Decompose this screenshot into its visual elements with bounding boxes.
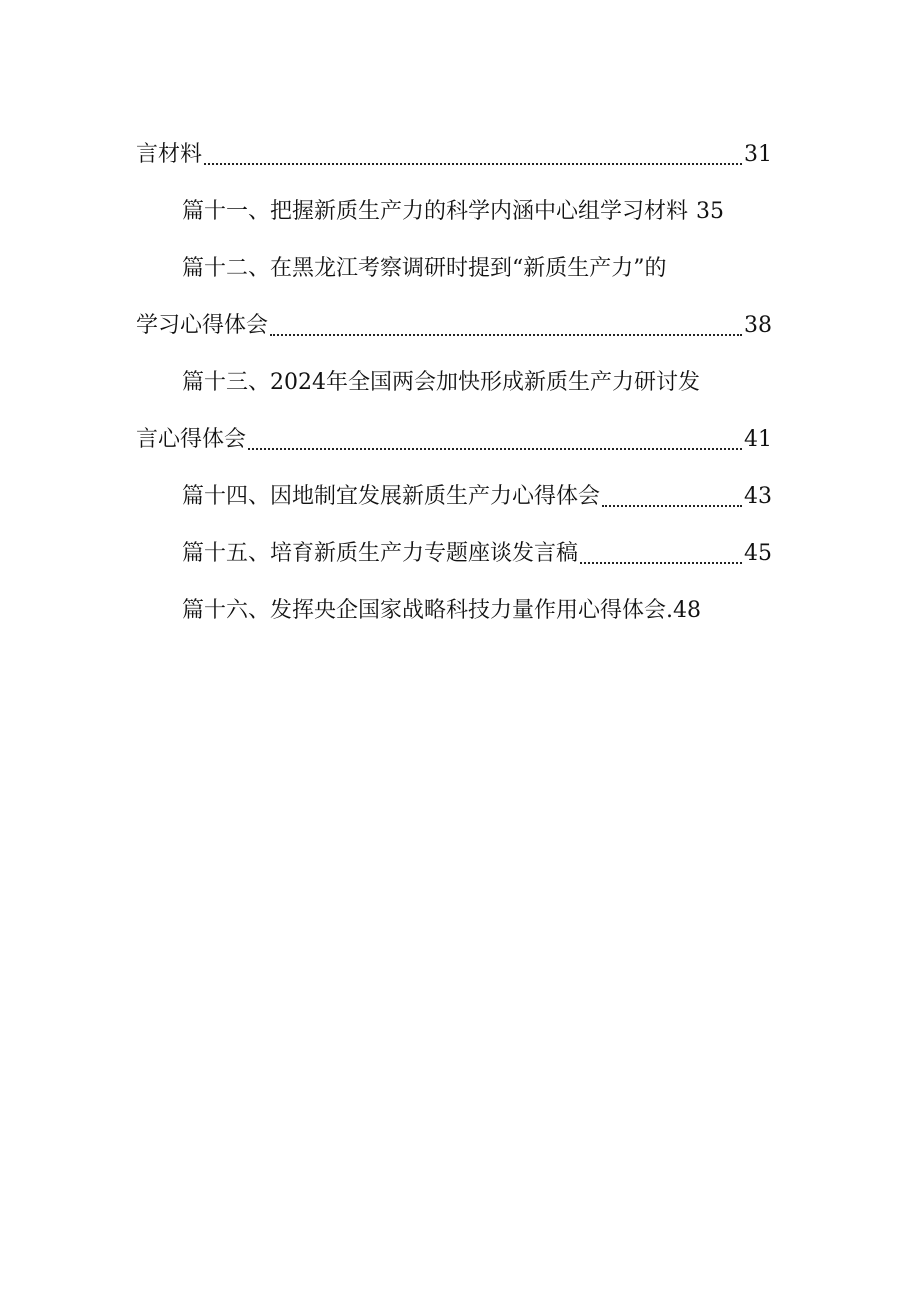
toc-entry[interactable] (136, 525, 772, 582)
toc-entry[interactable] (136, 582, 772, 639)
table-of-contents (136, 126, 772, 639)
toc-entry-page: 35 (696, 199, 725, 224)
toc-entry-title: 篇十五、培育新质生产力专题座谈发言稿 (182, 541, 579, 566)
toc-entry[interactable] (136, 126, 772, 183)
toc-entry-title: 学习心得体会 (136, 313, 269, 338)
toc-entry-page: 45 (744, 541, 772, 566)
toc-entry[interactable] (136, 297, 772, 354)
toc-entry-title: 篇十四、因地制宜发展新质生产力心得体会 (182, 484, 601, 509)
dot-leader (580, 525, 742, 582)
toc-entry-title: 篇十一、把握新质生产力的科学内涵中心组学习材料 (182, 199, 689, 224)
toc-entry-title: 篇十三、2024年全国两会加快形成新质生产力研讨发 (182, 370, 700, 395)
toc-entry-page: 48 (673, 598, 701, 623)
toc-entry-page: 41 (744, 427, 772, 452)
toc-entry-page: 38 (744, 313, 772, 338)
toc-entry[interactable] (136, 183, 772, 240)
dot-leader (204, 126, 742, 183)
toc-entry[interactable] (136, 411, 772, 468)
dot-leader (602, 468, 742, 525)
toc-entry-page: 43 (744, 484, 772, 509)
toc-entry[interactable] (136, 354, 772, 411)
dot-leader (270, 297, 742, 354)
dot-leader (248, 411, 742, 468)
toc-entry-title: 篇十二、在黑龙江考察调研时提到“新质生产力”的 (182, 256, 667, 281)
toc-entry-title: 言材料 (136, 142, 203, 167)
toc-entry[interactable] (136, 468, 772, 525)
toc-entry-title: 篇十六、发挥央企国家战略科技力量作用心得体会. (182, 598, 673, 623)
toc-entry-page: 31 (744, 142, 772, 167)
toc-entry[interactable] (136, 240, 772, 297)
toc-entry-title: 言心得体会 (136, 427, 247, 452)
